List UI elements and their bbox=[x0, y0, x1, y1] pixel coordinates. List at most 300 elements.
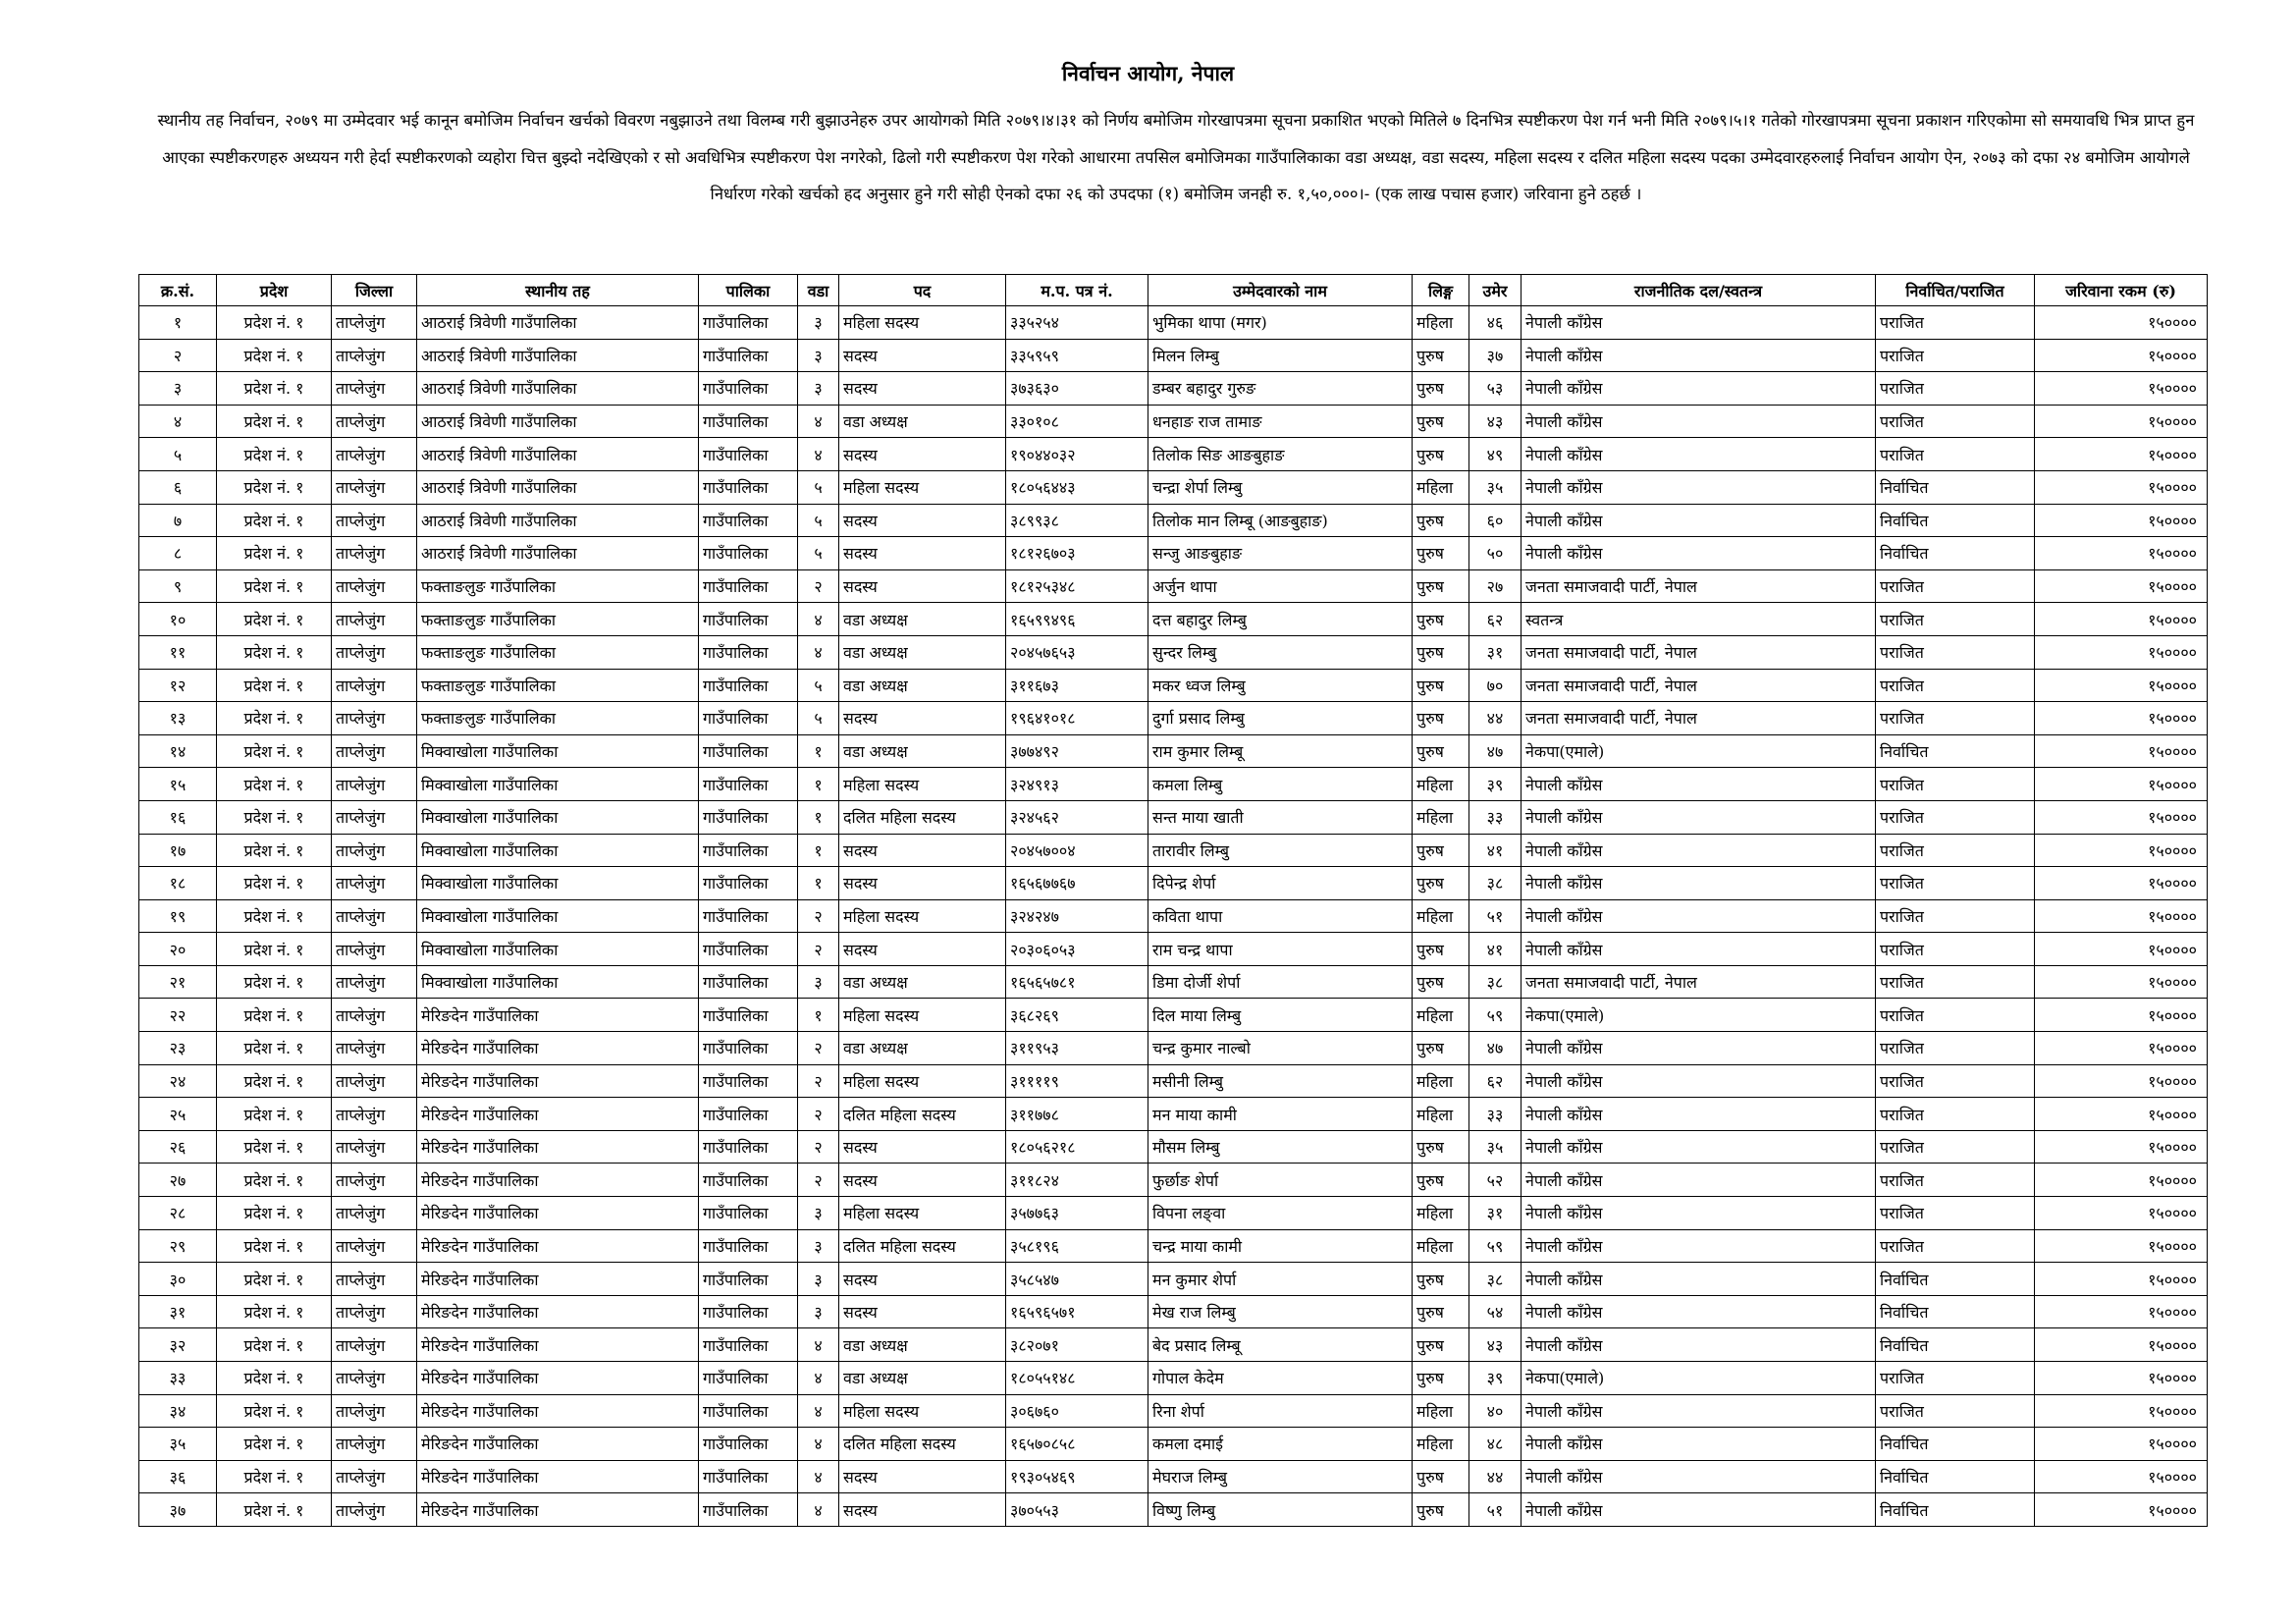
cell-local-level: मेरिङदेन गाउँपालिका bbox=[417, 1328, 699, 1362]
cell-fine-amount: १५०००० bbox=[2035, 800, 2208, 834]
cell-result: निर्वाचित bbox=[1876, 504, 2035, 537]
penalty-table bbox=[138, 274, 2208, 1527]
table-row bbox=[139, 933, 2208, 966]
cell-ward: ४ bbox=[798, 603, 839, 636]
cell-party: नेकपा(एमाले) bbox=[1522, 1362, 1876, 1395]
cell-municipality-type: गाउँपालिका bbox=[699, 899, 798, 933]
cell-serial: १७ bbox=[139, 834, 217, 867]
cell-ward: १ bbox=[798, 768, 839, 801]
cell-serial: ३० bbox=[139, 1263, 217, 1296]
cell-province: प्रदेश नं. १ bbox=[217, 734, 332, 768]
column-header-province: प्रदेश bbox=[217, 275, 332, 306]
cell-serial: १६ bbox=[139, 800, 217, 834]
cell-local-level: मेरिङदेन गाउँपालिका bbox=[417, 1197, 699, 1230]
cell-district: ताप्लेजुंग bbox=[332, 734, 417, 768]
cell-party: नेपाली काँग्रेस bbox=[1522, 1428, 1876, 1461]
cell-party: नेपाली काँग्रेस bbox=[1522, 1229, 1876, 1263]
cell-ballot-number: १९३०५४६९ bbox=[1006, 1460, 1148, 1493]
table-body bbox=[139, 306, 2208, 1527]
cell-post: वडा अध्यक्ष bbox=[839, 1362, 1006, 1395]
cell-ward: १ bbox=[798, 867, 839, 900]
cell-post: महिला सदस्य bbox=[839, 999, 1006, 1032]
cell-party: जनता समाजवादी पार्टी, नेपाल bbox=[1522, 965, 1876, 999]
cell-candidate-name: कमला लिम्बु bbox=[1148, 768, 1413, 801]
cell-ballot-number: २०३०६०५३ bbox=[1006, 933, 1148, 966]
cell-party: नेपाली काँग्रेस bbox=[1522, 800, 1876, 834]
cell-post: सदस्य bbox=[839, 438, 1006, 471]
cell-party: नेपाली काँग्रेस bbox=[1522, 1493, 1876, 1527]
cell-result: पराजित bbox=[1876, 603, 2035, 636]
cell-party: नेपाली काँग्रेस bbox=[1522, 1460, 1876, 1493]
cell-district: ताप्लेजुंग bbox=[332, 339, 417, 372]
cell-district: ताप्लेजुंग bbox=[332, 1295, 417, 1328]
cell-result: पराजित bbox=[1876, 1394, 2035, 1428]
cell-district: ताप्लेजुंग bbox=[332, 504, 417, 537]
cell-fine-amount: १५०००० bbox=[2035, 537, 2208, 570]
cell-ward: ४ bbox=[798, 1328, 839, 1362]
cell-post: सदस्य bbox=[839, 867, 1006, 900]
cell-age: ३८ bbox=[1469, 1263, 1522, 1296]
cell-age: ४९ bbox=[1469, 438, 1522, 471]
cell-district: ताप्लेजुंग bbox=[332, 1064, 417, 1098]
cell-post: दलित महिला सदस्य bbox=[839, 1229, 1006, 1263]
cell-local-level: आठराई त्रिवेणी गाउँपालिका bbox=[417, 306, 699, 340]
cell-municipality-type: गाउँपालिका bbox=[699, 1362, 798, 1395]
cell-ward: १ bbox=[798, 800, 839, 834]
cell-ward: ३ bbox=[798, 1197, 839, 1230]
cell-candidate-name: दिपेन्द्र शेर्पा bbox=[1148, 867, 1413, 900]
table-row bbox=[139, 834, 2208, 867]
cell-local-level: मेरिङदेन गाउँपालिका bbox=[417, 1064, 699, 1098]
cell-district: ताप्लेजुंग bbox=[332, 1460, 417, 1493]
cell-party: नेपाली काँग्रेस bbox=[1522, 537, 1876, 570]
cell-post: सदस्य bbox=[839, 1263, 1006, 1296]
cell-province: प्रदेश नं. १ bbox=[217, 405, 332, 438]
cell-province: प्रदेश नं. १ bbox=[217, 504, 332, 537]
column-header-district: जिल्ला bbox=[332, 275, 417, 306]
cell-district: ताप्लेजुंग bbox=[332, 1428, 417, 1461]
cell-serial: ७ bbox=[139, 504, 217, 537]
cell-ward: १ bbox=[798, 734, 839, 768]
cell-ward: ३ bbox=[798, 1295, 839, 1328]
cell-result: पराजित bbox=[1876, 768, 2035, 801]
cell-fine-amount: १५०००० bbox=[2035, 1130, 2208, 1164]
cell-local-level: मेरिङदेन गाउँपालिका bbox=[417, 1362, 699, 1395]
cell-municipality-type: गाउँपालिका bbox=[699, 537, 798, 570]
cell-district: ताप्लेजुंग bbox=[332, 800, 417, 834]
cell-municipality-type: गाउँपालिका bbox=[699, 603, 798, 636]
cell-ballot-number: ३६८२६९ bbox=[1006, 999, 1148, 1032]
cell-ballot-number: ३५८१९६ bbox=[1006, 1229, 1148, 1263]
cell-serial: २० bbox=[139, 933, 217, 966]
cell-age: ५९ bbox=[1469, 999, 1522, 1032]
cell-result: निर्वाचित bbox=[1876, 537, 2035, 570]
cell-municipality-type: गाउँपालिका bbox=[699, 768, 798, 801]
cell-age: ६२ bbox=[1469, 603, 1522, 636]
cell-post: वडा अध्यक्ष bbox=[839, 1032, 1006, 1065]
cell-candidate-name: तिलोक मान लिम्बू (आङबुहाङ) bbox=[1148, 504, 1413, 537]
cell-province: प्रदेश नं. १ bbox=[217, 1164, 332, 1197]
cell-district: ताप्लेजुंग bbox=[332, 603, 417, 636]
cell-province: प्रदेश नं. १ bbox=[217, 1098, 332, 1131]
cell-district: ताप्लेजुंग bbox=[332, 899, 417, 933]
cell-candidate-name: दिल माया लिम्बु bbox=[1148, 999, 1413, 1032]
cell-age: ५३ bbox=[1469, 372, 1522, 406]
cell-age: ४१ bbox=[1469, 834, 1522, 867]
cell-age: ३५ bbox=[1469, 470, 1522, 504]
cell-ballot-number: ३११९५३ bbox=[1006, 1032, 1148, 1065]
cell-district: ताप्लेजुंग bbox=[332, 537, 417, 570]
cell-local-level: मेरिङदेन गाउँपालिका bbox=[417, 1130, 699, 1164]
cell-fine-amount: १५०००० bbox=[2035, 669, 2208, 702]
cell-post: सदस्य bbox=[839, 1493, 1006, 1527]
cell-age: ४३ bbox=[1469, 1328, 1522, 1362]
cell-ward: १ bbox=[798, 999, 839, 1032]
cell-ballot-number: ३११८२४ bbox=[1006, 1164, 1148, 1197]
cell-district: ताप्लेजुंग bbox=[332, 470, 417, 504]
cell-age: ४७ bbox=[1469, 734, 1522, 768]
cell-municipality-type: गाउँपालिका bbox=[699, 1428, 798, 1461]
cell-province: प्रदेश नं. १ bbox=[217, 306, 332, 340]
cell-ward: ४ bbox=[798, 1460, 839, 1493]
column-header-serial: क्र.सं. bbox=[139, 275, 217, 306]
cell-district: ताप्लेजुंग bbox=[332, 1362, 417, 1395]
cell-party: नेकपा(एमाले) bbox=[1522, 734, 1876, 768]
cell-ballot-number: १६५६५७८१ bbox=[1006, 965, 1148, 999]
cell-party: नेपाली काँग्रेस bbox=[1522, 405, 1876, 438]
cell-gender: पुरुष bbox=[1413, 504, 1469, 537]
cell-gender: पुरुष bbox=[1413, 834, 1469, 867]
cell-age: ३१ bbox=[1469, 1197, 1522, 1230]
cell-ward: ३ bbox=[798, 965, 839, 999]
cell-candidate-name: दुर्गा प्रसाद लिम्बु bbox=[1148, 702, 1413, 735]
cell-candidate-name: रिना शेर्पा bbox=[1148, 1394, 1413, 1428]
cell-result: पराजित bbox=[1876, 669, 2035, 702]
table-row bbox=[139, 1328, 2208, 1362]
cell-municipality-type: गाउँपालिका bbox=[699, 1263, 798, 1296]
cell-ballot-number: ३०६७६० bbox=[1006, 1394, 1148, 1428]
cell-post: दलित महिला सदस्य bbox=[839, 800, 1006, 834]
table-row bbox=[139, 999, 2208, 1032]
cell-gender: पुरुष bbox=[1413, 1493, 1469, 1527]
cell-local-level: मिक्वाखोला गाउँपालिका bbox=[417, 800, 699, 834]
table-row bbox=[139, 669, 2208, 702]
cell-gender: पुरुष bbox=[1413, 569, 1469, 603]
cell-party: नेपाली काँग्रेस bbox=[1522, 1394, 1876, 1428]
cell-fine-amount: १५०००० bbox=[2035, 734, 2208, 768]
cell-result: निर्वाचित bbox=[1876, 1493, 2035, 1527]
cell-age: ५२ bbox=[1469, 1164, 1522, 1197]
cell-ballot-number: ३३५२५४ bbox=[1006, 306, 1148, 340]
cell-age: ५१ bbox=[1469, 1493, 1522, 1527]
cell-municipality-type: गाउँपालिका bbox=[699, 1328, 798, 1362]
cell-age: ३१ bbox=[1469, 635, 1522, 669]
cell-party: जनता समाजवादी पार्टी, नेपाल bbox=[1522, 702, 1876, 735]
cell-age: ५१ bbox=[1469, 899, 1522, 933]
table-row bbox=[139, 768, 2208, 801]
cell-party: नेपाली काँग्रेस bbox=[1522, 834, 1876, 867]
cell-ward: २ bbox=[798, 569, 839, 603]
cell-party: नेकपा(एमाले) bbox=[1522, 999, 1876, 1032]
cell-candidate-name: तारावीर लिम्बु bbox=[1148, 834, 1413, 867]
cell-gender: पुरुष bbox=[1413, 635, 1469, 669]
cell-serial: ९ bbox=[139, 569, 217, 603]
cell-fine-amount: १५०००० bbox=[2035, 603, 2208, 636]
cell-ballot-number: १८१२५३४८ bbox=[1006, 569, 1148, 603]
cell-serial: २३ bbox=[139, 1032, 217, 1065]
cell-fine-amount: १५०००० bbox=[2035, 372, 2208, 406]
cell-fine-amount: १५०००० bbox=[2035, 569, 2208, 603]
cell-ballot-number: ३५८५४७ bbox=[1006, 1263, 1148, 1296]
cell-province: प्रदेश नं. १ bbox=[217, 470, 332, 504]
cell-post: महिला सदस्य bbox=[839, 470, 1006, 504]
cell-candidate-name: कमला दमाई bbox=[1148, 1428, 1413, 1461]
cell-candidate-name: मौसम लिम्बु bbox=[1148, 1130, 1413, 1164]
cell-party: नेपाली काँग्रेस bbox=[1522, 1263, 1876, 1296]
cell-age: ५९ bbox=[1469, 1229, 1522, 1263]
cell-fine-amount: १५०००० bbox=[2035, 635, 2208, 669]
cell-ballot-number: १६५९९४९६ bbox=[1006, 603, 1148, 636]
cell-local-level: मेरिङदेन गाउँपालिका bbox=[417, 1428, 699, 1461]
cell-ballot-number: ३७०५५३ bbox=[1006, 1493, 1148, 1527]
cell-province: प्रदेश नं. १ bbox=[217, 372, 332, 406]
cell-fine-amount: १५०००० bbox=[2035, 1428, 2208, 1461]
cell-post: सदस्य bbox=[839, 1295, 1006, 1328]
cell-ward: ३ bbox=[798, 1229, 839, 1263]
table-row bbox=[139, 1362, 2208, 1395]
cell-local-level: मेरिङदेन गाउँपालिका bbox=[417, 1460, 699, 1493]
cell-district: ताप्लेजुंग bbox=[332, 867, 417, 900]
cell-province: प्रदेश नं. १ bbox=[217, 1197, 332, 1230]
table-row bbox=[139, 339, 2208, 372]
cell-ballot-number: २०४५७००४ bbox=[1006, 834, 1148, 867]
cell-gender: महिला bbox=[1413, 1064, 1469, 1098]
cell-ward: २ bbox=[798, 1064, 839, 1098]
cell-fine-amount: १५०००० bbox=[2035, 999, 2208, 1032]
cell-candidate-name: चन्द्र कुमार नाल्बो bbox=[1148, 1032, 1413, 1065]
cell-serial: २५ bbox=[139, 1098, 217, 1131]
cell-age: २७ bbox=[1469, 569, 1522, 603]
cell-local-level: मिक्वाखोला गाउँपालिका bbox=[417, 965, 699, 999]
cell-serial: ३३ bbox=[139, 1362, 217, 1395]
table-row bbox=[139, 438, 2208, 471]
cell-municipality-type: गाउँपालिका bbox=[699, 1229, 798, 1263]
cell-local-level: फक्ताङलुङ गाउँपालिका bbox=[417, 569, 699, 603]
cell-post: दलित महिला सदस्य bbox=[839, 1428, 1006, 1461]
cell-candidate-name: मकर ध्वज लिम्बु bbox=[1148, 669, 1413, 702]
cell-ward: २ bbox=[798, 1130, 839, 1164]
cell-municipality-type: गाउँपालिका bbox=[699, 734, 798, 768]
column-header-result: निर्वाचित/पराजित bbox=[1876, 275, 2035, 306]
table-row bbox=[139, 734, 2208, 768]
cell-province: प्रदेश नं. १ bbox=[217, 1263, 332, 1296]
cell-local-level: मिक्वाखोला गाउँपालिका bbox=[417, 834, 699, 867]
cell-ballot-number: १८०५५१४८ bbox=[1006, 1362, 1148, 1395]
cell-ballot-number: १९०४४०३२ bbox=[1006, 438, 1148, 471]
cell-province: प्रदेश नं. १ bbox=[217, 800, 332, 834]
cell-serial: २१ bbox=[139, 965, 217, 999]
cell-post: महिला सदस्य bbox=[839, 1394, 1006, 1428]
cell-province: प्रदेश नं. १ bbox=[217, 965, 332, 999]
column-header-candidate-name: उम्मेदवारको नाम bbox=[1148, 275, 1413, 306]
cell-result: पराजित bbox=[1876, 1362, 2035, 1395]
cell-ballot-number: ३११७७८ bbox=[1006, 1098, 1148, 1131]
cell-result: पराजित bbox=[1876, 635, 2035, 669]
cell-district: ताप्लेजुंग bbox=[332, 1130, 417, 1164]
cell-ballot-number: २०४५७६५३ bbox=[1006, 635, 1148, 669]
cell-municipality-type: गाउँपालिका bbox=[699, 965, 798, 999]
cell-party: जनता समाजवादी पार्टी, नेपाल bbox=[1522, 669, 1876, 702]
cell-ward: ३ bbox=[798, 306, 839, 340]
cell-ballot-number: १६५७०८५८ bbox=[1006, 1428, 1148, 1461]
cell-local-level: मिक्वाखोला गाउँपालिका bbox=[417, 899, 699, 933]
cell-gender: पुरुष bbox=[1413, 965, 1469, 999]
cell-province: प्रदेश नं. १ bbox=[217, 1032, 332, 1065]
document-title: निर्वाचन आयोग, नेपाल bbox=[1061, 61, 1235, 85]
cell-district: ताप्लेजुंग bbox=[332, 834, 417, 867]
table-row bbox=[139, 405, 2208, 438]
cell-district: ताप्लेजुंग bbox=[332, 669, 417, 702]
cell-ward: ५ bbox=[798, 504, 839, 537]
cell-ballot-number: ३८९९३८ bbox=[1006, 504, 1148, 537]
cell-post: महिला सदस्य bbox=[839, 768, 1006, 801]
cell-party: स्वतन्त्र bbox=[1522, 603, 1876, 636]
cell-party: नेपाली काँग्रेस bbox=[1522, 867, 1876, 900]
table-row bbox=[139, 1229, 2208, 1263]
cell-candidate-name: धनहाङ राज तामाङ bbox=[1148, 405, 1413, 438]
cell-gender: महिला bbox=[1413, 899, 1469, 933]
cell-ballot-number: ३२४५६२ bbox=[1006, 800, 1148, 834]
cell-district: ताप्लेजुंग bbox=[332, 1493, 417, 1527]
cell-age: ३९ bbox=[1469, 1362, 1522, 1395]
cell-fine-amount: १५०००० bbox=[2035, 965, 2208, 999]
cell-post: सदस्य bbox=[839, 372, 1006, 406]
cell-district: ताप्लेजुंग bbox=[332, 999, 417, 1032]
cell-age: ४४ bbox=[1469, 1460, 1522, 1493]
cell-party: नेपाली काँग्रेस bbox=[1522, 306, 1876, 340]
cell-fine-amount: १५०००० bbox=[2035, 1394, 2208, 1428]
cell-result: निर्वाचित bbox=[1876, 470, 2035, 504]
cell-gender: पुरुष bbox=[1413, 438, 1469, 471]
cell-district: ताप्लेजुंग bbox=[332, 1032, 417, 1065]
cell-party: जनता समाजवादी पार्टी, नेपाल bbox=[1522, 635, 1876, 669]
cell-district: ताप्लेजुंग bbox=[332, 1164, 417, 1197]
cell-fine-amount: १५०००० bbox=[2035, 899, 2208, 933]
cell-province: प्रदेश नं. १ bbox=[217, 999, 332, 1032]
cell-municipality-type: गाउँपालिका bbox=[699, 702, 798, 735]
cell-municipality-type: गाउँपालिका bbox=[699, 1493, 798, 1527]
cell-candidate-name: सन्जु आङबुहाङ bbox=[1148, 537, 1413, 570]
cell-municipality-type: गाउँपालिका bbox=[699, 834, 798, 867]
cell-gender: पुरुष bbox=[1413, 1263, 1469, 1296]
column-header-local-level: स्थानीय तह bbox=[417, 275, 699, 306]
cell-ward: ५ bbox=[798, 702, 839, 735]
cell-serial: २४ bbox=[139, 1064, 217, 1098]
cell-ballot-number: ३८२०७१ bbox=[1006, 1328, 1148, 1362]
cell-local-level: मेरिङदेन गाउँपालिका bbox=[417, 1263, 699, 1296]
cell-party: नेपाली काँग्रेस bbox=[1522, 899, 1876, 933]
cell-gender: महिला bbox=[1413, 1229, 1469, 1263]
cell-result: पराजित bbox=[1876, 569, 2035, 603]
cell-post: वडा अध्यक्ष bbox=[839, 603, 1006, 636]
cell-municipality-type: गाउँपालिका bbox=[699, 1130, 798, 1164]
cell-serial: १० bbox=[139, 603, 217, 636]
cell-age: ७० bbox=[1469, 669, 1522, 702]
table-row bbox=[139, 899, 2208, 933]
cell-municipality-type: गाउँपालिका bbox=[699, 635, 798, 669]
cell-candidate-name: सुन्दर लिम्बु bbox=[1148, 635, 1413, 669]
cell-candidate-name: विष्णु लिम्बु bbox=[1148, 1493, 1413, 1527]
cell-province: प्रदेश नं. १ bbox=[217, 1493, 332, 1527]
cell-result: पराजित bbox=[1876, 306, 2035, 340]
cell-ballot-number: ३५७७६३ bbox=[1006, 1197, 1148, 1230]
cell-serial: ३५ bbox=[139, 1428, 217, 1461]
cell-gender: पुरुष bbox=[1413, 1362, 1469, 1395]
cell-fine-amount: १५०००० bbox=[2035, 1328, 2208, 1362]
column-header-municipality-type: पालिका bbox=[699, 275, 798, 306]
cell-local-level: फक्ताङलुङ गाउँपालिका bbox=[417, 669, 699, 702]
cell-gender: पुरुष bbox=[1413, 702, 1469, 735]
column-header-party: राजनीतिक दल/स्वतन्त्र bbox=[1522, 275, 1876, 306]
cell-district: ताप्लेजुंग bbox=[332, 965, 417, 999]
table-row bbox=[139, 1394, 2208, 1428]
cell-serial: २९ bbox=[139, 1229, 217, 1263]
cell-ballot-number: १८१२६७०३ bbox=[1006, 537, 1148, 570]
cell-age: ४१ bbox=[1469, 933, 1522, 966]
cell-result: पराजित bbox=[1876, 372, 2035, 406]
cell-ward: ३ bbox=[798, 339, 839, 372]
cell-result: निर्वाचित bbox=[1876, 1263, 2035, 1296]
cell-candidate-name: मन कुमार शेर्पा bbox=[1148, 1263, 1413, 1296]
cell-fine-amount: १५०००० bbox=[2035, 339, 2208, 372]
cell-municipality-type: गाउँपालिका bbox=[699, 372, 798, 406]
cell-candidate-name: मिलन लिम्बु bbox=[1148, 339, 1413, 372]
cell-municipality-type: गाउँपालिका bbox=[699, 1064, 798, 1098]
cell-age: ४० bbox=[1469, 1394, 1522, 1428]
cell-party: नेपाली काँग्रेस bbox=[1522, 1098, 1876, 1131]
cell-district: ताप्लेजुंग bbox=[332, 405, 417, 438]
cell-province: प्रदेश नं. १ bbox=[217, 537, 332, 570]
table-header-row bbox=[139, 275, 2208, 306]
cell-local-level: आठराई त्रिवेणी गाउँपालिका bbox=[417, 470, 699, 504]
document-intro-paragraph: स्थानीय तह निर्वाचन, २०७९ मा उम्मेदवार भई कानून बमोजिम निर्वाचन खर्चको विवरण नबुझाउने तथा विलम्ब गरी बुझाउनेहरु उपर आयोगको मिति २०७९।४।३१ को निर्णय बमोजिम गोरखापत्रमा सूचना प्रकाशित भएको मितिले ७ दिनभित्र स्पष्टीकरण पेश गर्न भनी मिति २०७९।५।१ गतेको गोरखापत्रमा सूचना प्रकाशन गरिएकोमा सो समयावधि भित्र प्राप्त हुन आएका स्पष्टीकरणहरु अध्ययन गरी हेर्दा स्पष्टीकरणको व्यहोरा चित्त बुझ्दो नदेखिएको र सो अवधिभित्र स्पष्टीकरण पेश नगरेको, ढिलो गरी स्पष्टीकरण पेश गरेको आधारमा तपसिल बमोजिमका गाउँपालिकाका वडा अध्यक्ष, वडा सदस्य, महिला सदस्य र दलित महिला सदस्य पदका उम्मेदवारहरुलाई निर्वाचन आयोग ऐन, २०७३ को दफा २४ बमोजिम आयोगले निर्धारण गरेको खर्चको हद अनुसार हुने गरी सोही ऐनको दफा २६ को उपदफा (१) बमोजिम जनही रु. १,५०,०००।- (एक लाख पचास हजार) जरिवाना हुने ठहर्छ । bbox=[157, 111, 2195, 203]
cell-district: ताप्लेजुंग bbox=[332, 1263, 417, 1296]
cell-age: ५० bbox=[1469, 537, 1522, 570]
cell-age: ४४ bbox=[1469, 702, 1522, 735]
cell-serial: ३४ bbox=[139, 1394, 217, 1428]
cell-serial: २२ bbox=[139, 999, 217, 1032]
cell-municipality-type: गाउँपालिका bbox=[699, 933, 798, 966]
cell-party: नेपाली काँग्रेस bbox=[1522, 470, 1876, 504]
cell-candidate-name: डिमा दोर्जी शेर्पा bbox=[1148, 965, 1413, 999]
cell-local-level: आठराई त्रिवेणी गाउँपालिका bbox=[417, 405, 699, 438]
cell-result: पराजित bbox=[1876, 834, 2035, 867]
cell-fine-amount: १५०००० bbox=[2035, 306, 2208, 340]
cell-municipality-type: गाउँपालिका bbox=[699, 569, 798, 603]
cell-ballot-number: ३७३६३० bbox=[1006, 372, 1148, 406]
cell-ward: ३ bbox=[798, 372, 839, 406]
cell-province: प्रदेश नं. १ bbox=[217, 1064, 332, 1098]
table-row bbox=[139, 470, 2208, 504]
cell-municipality-type: गाउँपालिका bbox=[699, 339, 798, 372]
cell-province: प्रदेश नं. १ bbox=[217, 339, 332, 372]
cell-candidate-name: मेख राज लिम्बु bbox=[1148, 1295, 1413, 1328]
cell-gender: पुरुष bbox=[1413, 1130, 1469, 1164]
cell-age: ३३ bbox=[1469, 1098, 1522, 1131]
cell-serial: ५ bbox=[139, 438, 217, 471]
cell-candidate-name: राम चन्द्र थापा bbox=[1148, 933, 1413, 966]
cell-age: ३९ bbox=[1469, 768, 1522, 801]
